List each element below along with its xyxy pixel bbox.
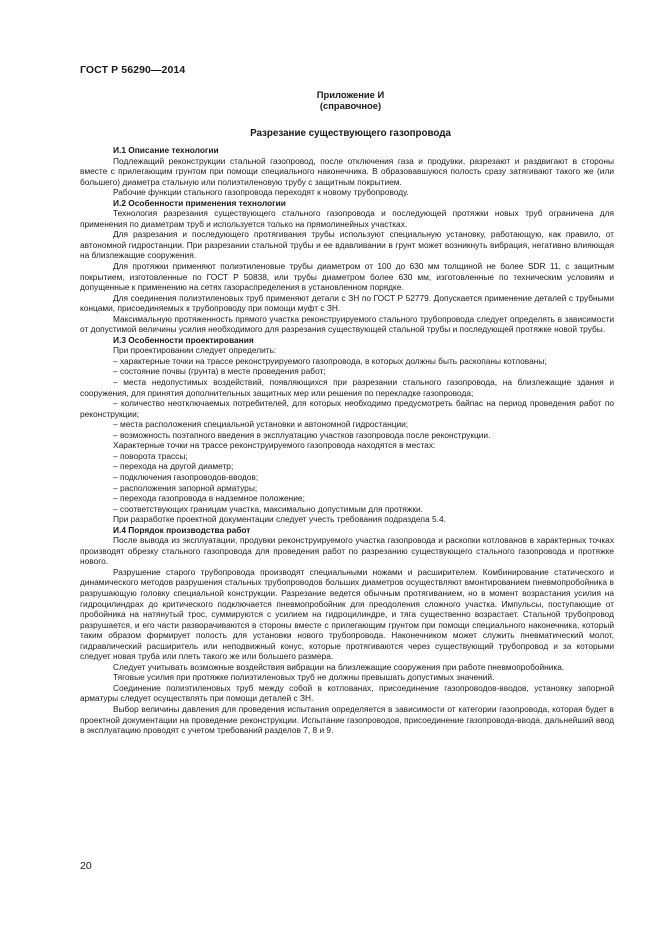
- paragraph: Рабочие функции стального газопровода переходят к новому трубопроводу.: [113, 187, 409, 198]
- paragraph: Технология разрезания существующего стального газопровода и последующей протяжки новых труб ограничена для применения по диаметрам труб и используется только на прямолинейных участках.: [80, 208, 614, 229]
- paragraph: Разрушение старого трубопровода производят специальными ножами и расширителем. Комбинирование статического и динамического методов разрушения стальных трубопроводов больших диаметров осуществляют вмонтированием пневмопробойника в разрушающую головку специальной конструкции. Разрезание ведется обычным протягиванием, но в момент возрастания усилия на гидроцилиндрах до критического подключается пневмопробойник для преодоления сложного участка. Импульсы, поступающие от пробойника на натянутый трос, суммируются с усилием на гидроцилиндре, и тяга существенно возрастает. Стальной трубопровод разрушается, и его части разворачиваются в стороны вместе с прилегающим грунтом при помощи специального наконечника, который таким образом формирует полость для установки нового трубопровода. Наконечником может служить пневматический молот, гидравлический расширитель или неподвижный конус, которые протягиваются через существующий трубопровод и за которыми следует новая труба или плеть такого же или большего размера.: [80, 566, 614, 662]
- list-item: – места расположения специальной установки и автономной гидростанции;: [113, 419, 409, 430]
- paragraph: Подлежащий реконструкции стальной газопровод, после отключения газа и продувки, разрезают и раздвигают в стороны вместе с прилегающим грунтом при помощи специального наконечника. В образовавшуюся полость сразу затягивают такого же (или большего) диаметра стальную или полиэтиленовую трубу с защитным покрытием.: [80, 155, 614, 187]
- list-item: – места недопустимых воздействий, появляющихся при разрезании стального газопровода, на близлежащие здания и сооружения, для принятия дополнительных защитных мер или решения по перекладке газопровода;: [80, 377, 614, 398]
- paragraph: Соединение полиэтиленовых труб между собой в котлованах, присоединение газопроводов-вводов, установку запорной арматуры следует осуществлять при помощи деталей с ЗН.: [80, 682, 614, 704]
- document-title: Разрезание существующего газопровода: [250, 128, 451, 139]
- paragraph: Для соединения полиэтиленовых труб применяют детали с ЗН по ГОСТ Р 52779. Допускается применение деталей с трубными концами, присоединяемых к трубопроводу при помощи муфт с ЗН.: [80, 292, 614, 314]
- paragraph: Характерные точки на трассе реконструируемого газопровода находятся в местах:: [113, 440, 436, 451]
- appendix-type: (справочное): [319, 100, 382, 111]
- list-item: – состояние почвы (грунта) в месте проведения работ;: [113, 366, 326, 377]
- list-item: – перехода на другой диаметр;: [113, 461, 234, 472]
- paragraph: Выбор величины давления для проведения испытания определяется в зависимости от категории газопровода, которая будет в проектной документации на проведение реконструкции. Испытание газопроводов, присоединение газопровода-ввода, дальнейший ввод в эксплуатацию проводят с учетом требований разделов 7, 8 и 9.: [80, 703, 614, 736]
- standard-header: ГОСТ Р 56290—2014: [80, 64, 186, 76]
- paragraph: Тяговые усилия при протяжке полиэтиленовых труб не должны превышать допустимых значений.: [113, 672, 495, 683]
- list-item: – соответствующих границам участка, максимально допустимым для протяжки.: [113, 503, 423, 514]
- paragraph: При проектировании следует определить:: [113, 345, 277, 356]
- section-heading: И.1 Описание технологии: [113, 145, 219, 155]
- paragraph: При разработке проектной документации следует учесть требования подраздела 5.4.: [113, 514, 446, 525]
- section-heading: И.2 Особенности применения технологии: [113, 197, 286, 208]
- list-item: – перехода газопровода в надземное положение;: [113, 493, 305, 504]
- list-item: – характерные точки на трассе реконструируемого газопровода, в которых должны быть раскопаны котлованы;: [113, 355, 547, 366]
- list-item: – расположения запорной арматуры;: [113, 482, 258, 493]
- paragraph: Для протяжки применяют полиэтиленовые трубы диаметром от 100 до 630 мм толщиной не более SDR 11, с защитным покрытием, изготовленные по ГОСТ Р 50838, или трубы диаметром более 630 мм, изготовленные по техническим условиям и допущенные к применению на сетях газораспределения в установленном порядке.: [80, 261, 614, 293]
- appendix-label: Приложение И: [316, 89, 385, 100]
- section-heading: И.3 Особенности проектирования: [113, 334, 254, 345]
- list-item: – возможность поэтапного введения в эксплуатацию участков газопровода после реконструкции.: [113, 429, 491, 440]
- paragraph: После вывода из эксплуатации, продувки реконструируемого участка газопровода и раскопки котлованов в характерных точках производят обрезку стального газопровода для проведения работ по разрезанию существующего стального газопровода и протяжке нового.: [80, 535, 614, 567]
- list-item: – количество неотключаемых потребителей, для которых необходимо предусмотреть байпас на период проведения работ по реконструкции;: [80, 398, 614, 419]
- section-heading: И.4 Порядок производства работ: [113, 524, 251, 535]
- page-number: 20: [80, 860, 92, 872]
- paragraph: Для разрезания и последующего протягивания трубы используют специальную установку, работающую, как правило, от автономной гидростанции. При разрезании стальной трубы и ее вдавливании в грунт может возникнуть вибрация, негативно влияющая на близлежащие сооружения.: [80, 229, 614, 261]
- paragraph: Следует учитывать возможные воздействия вибрации на близлежащие сооружения при работе пневмопробойника.: [113, 661, 565, 672]
- list-item: – поворота трассы;: [113, 450, 188, 461]
- document-body: [80, 145, 614, 736]
- paragraph: Максимальную протяженность прямого участка реконструируемого стального трубопровода следует определять в зависимости от допустимой величины усилия необходимого для разрезания существующей стальной трубы и последующей протяжке новой трубы.: [80, 313, 614, 335]
- list-item: – подключения газопроводов-вводов;: [113, 471, 259, 482]
